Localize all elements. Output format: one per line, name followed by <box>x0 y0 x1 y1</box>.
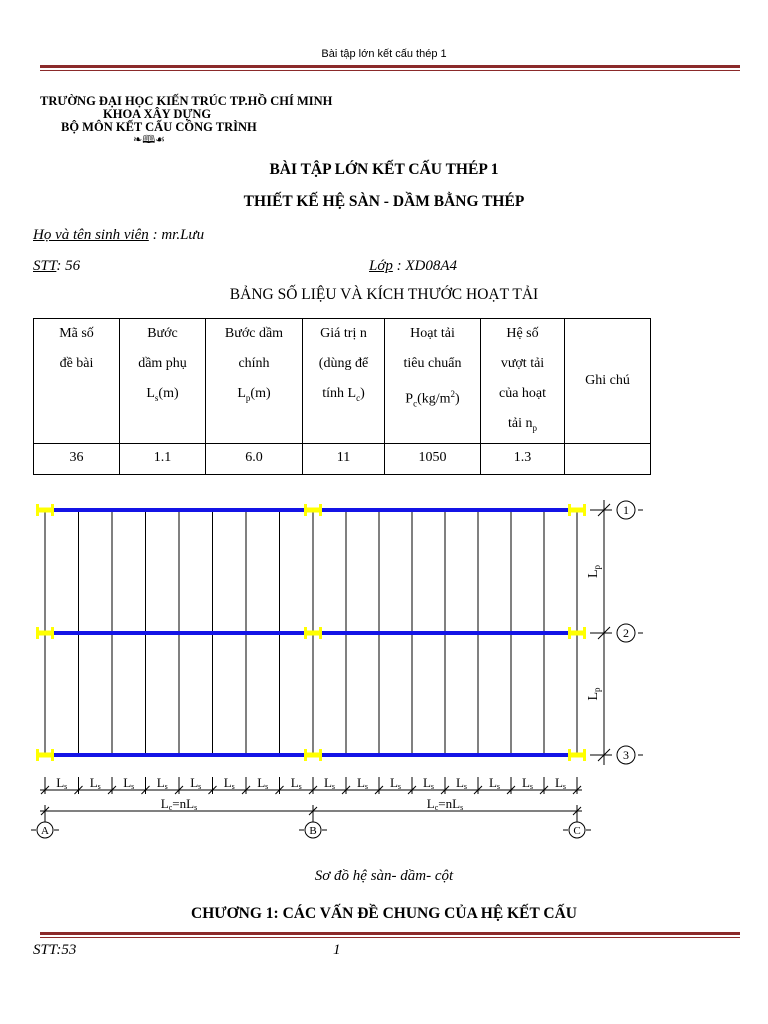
dimension-label-ls: Ls <box>156 775 168 791</box>
stt-line <box>33 258 80 275</box>
header-line: chính <box>238 356 270 371</box>
header-cell-he-so <box>481 319 565 444</box>
cell-lp: 6.0 <box>206 443 303 474</box>
dimension-label-lc: Lc=nLs <box>160 796 198 812</box>
header-line: Ghi chú <box>585 372 630 388</box>
header-line: dầm phụ <box>138 356 187 371</box>
sub-title: THIẾT KẾ HỆ SÀN - DẦM BẰNG THÉP <box>243 193 525 210</box>
column-flange <box>51 504 54 516</box>
column-flange <box>36 504 39 516</box>
dimension-label-lc: Lc=nLs <box>426 796 464 812</box>
class-value: : XD08A4 <box>392 258 458 274</box>
dimension-label-ls: Ls <box>521 775 534 791</box>
student-name-line <box>33 227 204 244</box>
dimension-label-ls: Ls <box>323 775 336 791</box>
grid-label-row: 3 <box>623 748 629 762</box>
dimension-label-ls: Ls <box>488 775 501 791</box>
university-name: TRƯỜNG ĐẠI HỌC KIẾN TRÚC TP.HỒ CHÍ MINH <box>40 94 333 108</box>
institution-block <box>40 95 332 147</box>
column-flange <box>568 749 571 761</box>
student-name-value: mr.Lưu <box>161 227 205 243</box>
header-line: của hoạt <box>498 386 547 401</box>
column-flange <box>583 504 586 516</box>
header-line: (dùng để <box>318 356 369 371</box>
header-line: tính $L_c$) <box>322 386 365 403</box>
floor-beam-column-diagram <box>0 480 768 860</box>
department-name: BỘ MÔN KẾT CẤU CÔNG TRÌNH <box>61 120 257 134</box>
data-table <box>33 318 651 475</box>
column-flange <box>568 504 571 516</box>
header-line: tiêu chuẩn <box>403 356 462 371</box>
header-line: Mã số <box>59 326 94 341</box>
student-name-sep: : <box>148 227 162 243</box>
dimension-label-ls: Ls <box>89 775 101 791</box>
stt-value: : 56 <box>56 258 81 274</box>
header-line: Bước <box>147 326 178 341</box>
header-line: vượt tải <box>500 356 545 371</box>
running-header: Bài tập lớn kết cấu thép 1 <box>321 48 447 60</box>
cell-pc: 1050 <box>385 443 481 474</box>
column-flange <box>304 749 307 761</box>
header-rule-thin <box>40 70 740 71</box>
dimension-label-ls: Ls <box>455 775 468 791</box>
footer-rule-thin <box>40 937 740 938</box>
page-number: 1 <box>333 942 341 958</box>
faculty-name: KHOA XÂY DỰNG <box>103 107 212 121</box>
dimension-label-ls: Ls <box>422 775 435 791</box>
cell-ghi-chu <box>565 443 651 474</box>
dimension-label-ls: Ls <box>257 775 269 791</box>
cell-np: 1.3 <box>481 443 565 474</box>
stt-label: STT <box>33 258 57 274</box>
dimension-label-ls: Ls <box>190 775 202 791</box>
grid-label-column: C <box>573 825 581 837</box>
ornament-glyphs: ❧🕮☙ <box>133 134 166 146</box>
dimension-label-ls: Ls <box>554 775 567 791</box>
dimension-label-ls: Ls <box>389 775 402 791</box>
class-line <box>369 258 457 275</box>
column-flange <box>51 627 54 639</box>
span-label-lp: $L_p$ <box>586 687 602 701</box>
grid-label-row: 2 <box>623 626 629 640</box>
column-flange <box>319 504 322 516</box>
diagram-caption: Sơ đồ hệ sàn- dầm- cột <box>314 868 454 884</box>
header-line: $P_c(kg/m^2)$ <box>405 389 460 409</box>
header-cell-ghi-chu <box>565 319 651 444</box>
footer-rule-thick <box>40 932 740 935</box>
header-line: $L_p(m)$ <box>237 386 271 403</box>
header-rule-thick <box>40 65 740 68</box>
table-title: BẢNG SỐ LIỆU VÀ KÍCH THƯỚC HOẠT TẢI <box>229 286 539 303</box>
header-cell-gia-tri-n <box>303 319 385 444</box>
cell-ma-so: 36 <box>34 443 120 474</box>
footer-stt: STT:53 <box>33 942 77 958</box>
header-line: đề bài <box>59 356 94 371</box>
column-flange <box>583 749 586 761</box>
chapter-heading: CHƯƠNG 1: CÁC VẤN ĐỀ CHUNG CỦA HỆ KẾT CẤU <box>191 905 577 922</box>
header-cell-buoc-dam-chinh <box>206 319 303 444</box>
column-flange <box>36 749 39 761</box>
header-line: $L_s(m)$ <box>146 386 179 403</box>
header-line: Giá trị n <box>320 326 367 341</box>
column-flange <box>568 627 571 639</box>
column-flange <box>304 627 307 639</box>
dimension-label-ls: Ls <box>123 775 135 791</box>
class-label: Lớp <box>369 258 393 274</box>
grid-label-row: 1 <box>623 503 629 517</box>
cell-n: 11 <box>303 443 385 474</box>
header-cell-buoc-dam-phu <box>120 319 206 444</box>
header-cell-ma-so <box>34 319 120 444</box>
column-flange <box>51 749 54 761</box>
column-flange <box>319 749 322 761</box>
column-flange <box>319 627 322 639</box>
column-flange <box>304 504 307 516</box>
column-flange <box>583 627 586 639</box>
header-line: Hoạt tải <box>410 326 455 341</box>
main-title: BÀI TẬP LỚN KẾT CẤU THÉP 1 <box>269 161 499 178</box>
dimension-label-ls: Ls <box>223 775 235 791</box>
grid-label-column: B <box>309 825 317 837</box>
header-line: Hệ số <box>506 326 539 341</box>
cell-ls: 1.1 <box>120 443 206 474</box>
grid-label-column: A <box>41 825 49 837</box>
table-header-row <box>34 319 651 444</box>
header-cell-hoat-tai <box>385 319 481 444</box>
dimension-label-ls: Ls <box>290 775 302 791</box>
dimension-label-ls: Ls <box>356 775 369 791</box>
span-label-lp: $L_p$ <box>586 564 602 579</box>
header-line: Bước dầm <box>224 326 284 341</box>
student-name-label: Họ và tên sinh viên <box>33 227 149 243</box>
header-line: tải $n_p$ <box>508 416 537 433</box>
table-row <box>34 443 651 474</box>
dimension-label-ls: Ls <box>56 775 68 791</box>
column-flange <box>36 627 39 639</box>
